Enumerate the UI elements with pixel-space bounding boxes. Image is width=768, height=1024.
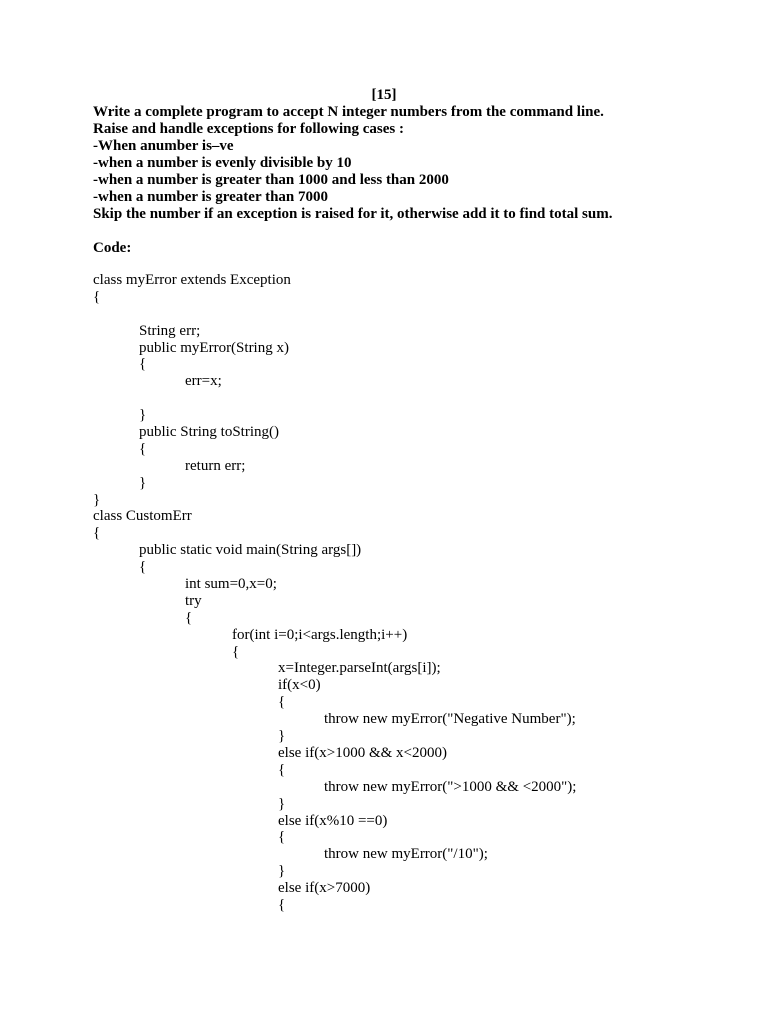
code-line: { [232, 643, 240, 660]
code-line: { [278, 694, 286, 711]
question-line: Skip the number if an exception is raised for it, otherwise add it to find total sum. [93, 206, 613, 222]
code-line: else if(x>1000 && x<2000) [278, 744, 447, 761]
code-line: x=Integer.parseInt(args[i]); [278, 660, 441, 677]
code-line [93, 390, 733, 407]
code-line: else if(x>7000) [278, 880, 371, 897]
code-line: { [93, 525, 101, 542]
code-line: { [139, 356, 147, 373]
code-line: } [139, 474, 147, 491]
question-marks: [15] [371, 87, 397, 103]
code-line: public String toString() [139, 424, 279, 441]
question-line: Write a complete program to accept N integer numbers from the command line. [93, 104, 604, 120]
code-line: public static void main(String args[]) [139, 542, 362, 559]
code-line: { [278, 896, 286, 913]
code-line: class CustomErr [93, 508, 192, 525]
code-line: if(x<0) [278, 677, 321, 694]
code-line: String err; [139, 322, 201, 339]
code-line: class myError extends Exception [93, 272, 291, 288]
code-line: public myError(String x) [139, 339, 289, 356]
question-text [93, 104, 733, 223]
code-line: { [139, 559, 147, 576]
code-line: } [93, 491, 101, 508]
code-line: { [278, 829, 286, 846]
code-line: int sum=0,x=0; [185, 576, 277, 593]
code-line: { [93, 288, 101, 305]
code-line: } [139, 407, 147, 424]
code-line: } [278, 795, 286, 812]
code-line: throw new myError("/10"); [324, 846, 488, 863]
code-line: } [278, 863, 286, 880]
question-line: -when a number is greater than 7000 [93, 189, 329, 205]
code-line: throw new myError(">1000 && <2000"); [324, 778, 577, 795]
code-line: else if(x%10 ==0) [278, 812, 388, 829]
code-listing [93, 272, 733, 914]
code-line: return err; [185, 457, 246, 474]
code-line: try [185, 592, 202, 609]
question-line: -when a number is evenly divisible by 10 [93, 155, 352, 171]
question-line: -when a number is greater than 1000 and less than 2000 [93, 172, 449, 188]
question-line: -When anumber is–ve [93, 138, 234, 154]
code-line: for(int i=0;i<args.length;i++) [232, 626, 408, 643]
code-line [93, 306, 733, 323]
code-line: { [185, 609, 193, 626]
code-line: throw new myError("Negative Number"); [324, 711, 576, 728]
code-line: { [139, 440, 147, 457]
code-line: } [278, 728, 286, 745]
question-line: Raise and handle exceptions for following cases : [93, 121, 404, 137]
code-line: { [278, 761, 286, 778]
code-heading: Code: [93, 240, 132, 256]
code-line: err=x; [185, 373, 222, 390]
